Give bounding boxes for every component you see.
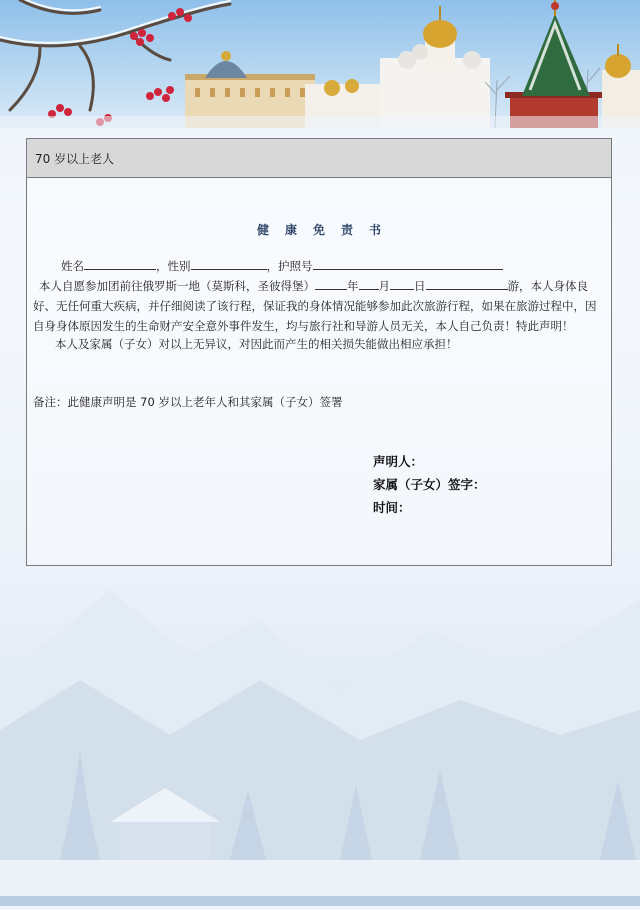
day-label: 日 — [414, 279, 426, 293]
form-header-text: 70 岁以上老人 — [35, 151, 115, 166]
document-title — [27, 221, 611, 238]
family-consent-line: 本人及家属（子女）对以上无异议，对因此而产生的相关损失能做出相应承担！ — [55, 337, 458, 351]
title-char: 书 — [369, 223, 382, 237]
title-char: 免 — [312, 223, 325, 237]
title-char: 健 — [256, 223, 269, 237]
name-label: 姓名 — [61, 259, 84, 273]
tour-field[interactable] — [426, 277, 508, 290]
declarant-signature-label: 声明人： — [373, 454, 424, 469]
year-field[interactable] — [315, 277, 347, 290]
name-field[interactable] — [84, 257, 156, 270]
title-char: 康 — [284, 223, 297, 237]
gender-field[interactable] — [191, 257, 267, 270]
date-signature-label: 时间： — [373, 500, 411, 515]
declaration-body: 游，本人身体良好、无任何重大疾病，并仔细阅读了该行程，保证我的身体情况能够参加此次旅游行程，如果在旅游过程中，因自身身体原因发生的生命财产安全意外事件发生，均与旅行社和导游人员无关，本人自己负责！特此声明！ — [33, 279, 597, 333]
winter-landscape-image — [0, 560, 640, 906]
form-header-bar — [27, 139, 611, 178]
footnote: 备注：此健康声明是 70 岁以上老年人和其家属（子女）签署 — [33, 395, 343, 409]
day-field[interactable] — [390, 277, 414, 290]
month-label: 月 — [378, 279, 390, 293]
month-field[interactable] — [359, 277, 379, 290]
declaration-paragraph — [33, 276, 605, 336]
gender-label: ，性别 — [156, 259, 191, 273]
personal-info-line — [33, 256, 605, 276]
passport-field[interactable] — [313, 257, 503, 270]
title-char: 责 — [341, 223, 354, 237]
header-banner-image — [0, 0, 640, 128]
year-label: 年 — [347, 279, 359, 293]
health-waiver-form — [26, 138, 612, 566]
passport-label: ，护照号 — [266, 259, 313, 273]
family-signature-label: 家属（子女）签字： — [373, 477, 486, 492]
declaration-intro: 本人自愿参加团前往俄罗斯一地（莫斯科，圣彼得堡） — [39, 279, 315, 293]
